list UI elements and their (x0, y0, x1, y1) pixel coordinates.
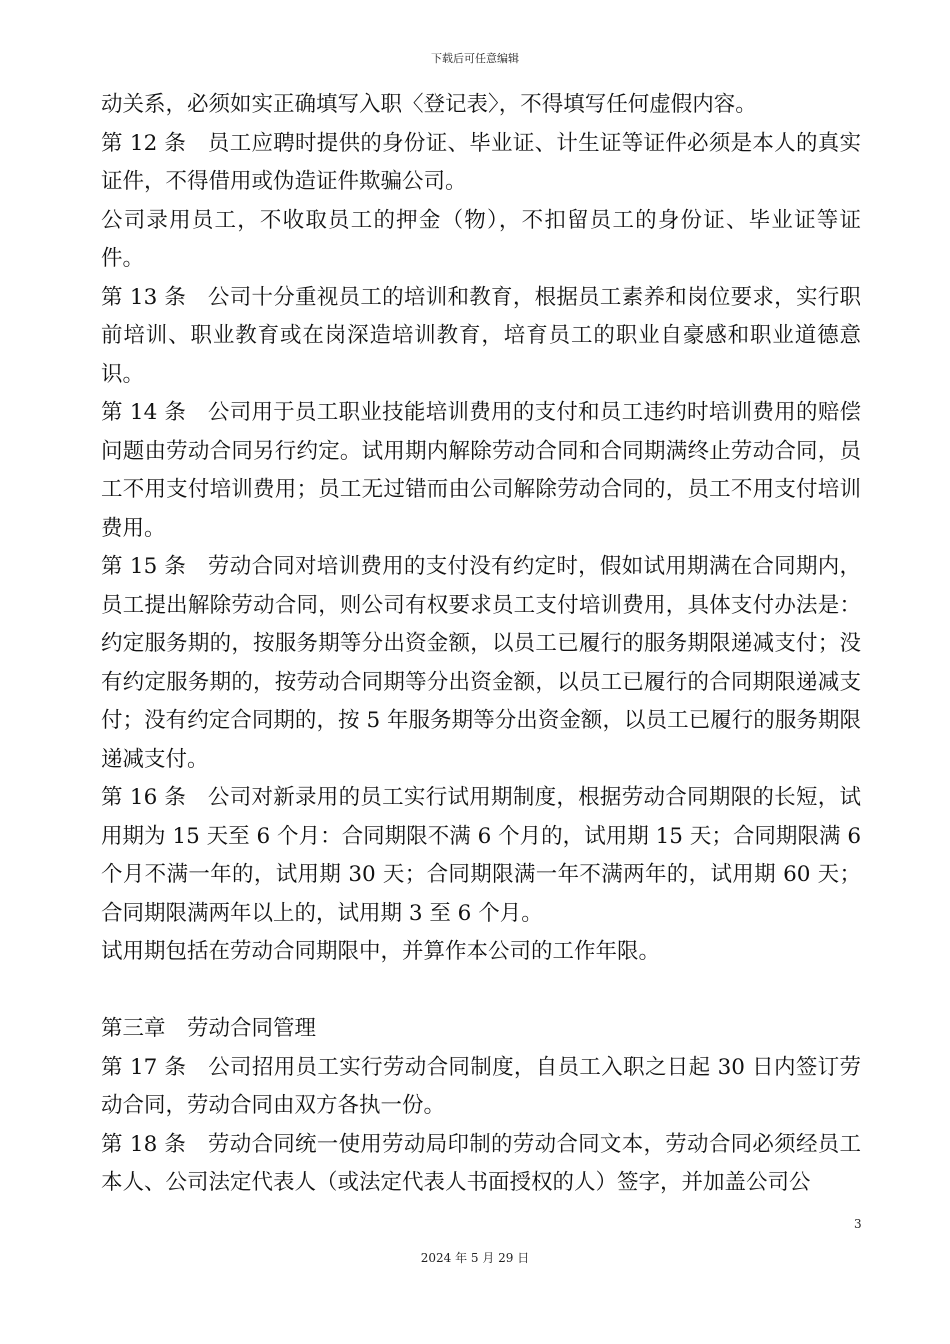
chapter-heading: 第三章 劳动合同管理 (101, 1016, 317, 1041)
page-number: 3 (854, 1217, 862, 1231)
paragraph-article-16-probation-note: 试用期包括在劳动合同期限中，并算作本公司的工作年限。 (101, 939, 661, 964)
paragraph-article-12-deposit: 公司录用员工，不收取员工的押金（物），不扣留员工的身份证、毕业证等证件。 (101, 207, 861, 271)
paragraph-article-15: 第 15 条 劳动合同对培训费用的支付没有约定时，假如试用期满在合同期内，员工提出解除劳动合同，则公司有权要求员工支付培训费用，具体支付办法是：约定服务期的，按服务期等分出资金额，以员工已履行的服务期限递减支付；没有约定服务期的，按劳动合同期等分出资金额，以员工已履行的合同期限递减支付；没有约定合同期的，按 5 年服务期等分出资金额，以员工已履行的服务期限递减支付。 (101, 554, 861, 772)
document-body (101, 86, 861, 1203)
paragraph-article-11-continued: 动关系，必须如实正确填写入职〈登记表〉，不得填写任何虚假内容。 (101, 92, 757, 117)
paragraph-article-16: 第 16 条 公司对新录用的员工实行试用期制度，根据劳动合同期限的长短，试用期为 15 天至 6 个月：合同期限不满 6 个月的，试用期 15 天；合同期限满 6 个月不满一年的，试用期 30 天；合同期限满一年不满两年的，试用期 60 天；合同期限满两年以上的，试用期 3 至 6 个月。 (101, 785, 861, 926)
paragraph-article-13: 第 13 条 公司十分重视员工的培训和教育，根据员工素养和岗位要求，实行职前培训、职业教育或在岗深造培训教育，培育员工的职业自豪感和职业道德意识。 (101, 284, 861, 387)
paragraph-article-14: 第 14 条 公司用于员工职业技能培训费用的支付和员工违约时培训费用的赔偿问题由劳动合同另行约定。试用期内解除劳动合同和合同期满终止劳动合同，员工不用支付培训费用；员工无过错而由公司解除劳动合同的，员工不用支付培训费用。 (101, 400, 861, 541)
paragraph-article-18: 第 18 条 劳动合同统一使用劳动局印制的劳动合同文本，劳动合同必须经员工本人、公司法定代表人（或法定代表人书面授权的人）签字，并加盖公司公 (101, 1131, 861, 1195)
paragraph-article-17: 第 17 条 公司招用员工实行劳动合同制度，自员工入职之日起 30 日内签订劳动合同，劳动合同由双方各执一份。 (101, 1054, 861, 1118)
footer-date: 2024 年 5 月 29 日 (420, 1251, 530, 1265)
page-header: 下载后可任意编辑 (431, 52, 519, 65)
paragraph-article-12: 第 12 条 员工应聘时提供的身份证、毕业证、计生证等证件必须是本人的真实证件，不得借用或伪造证件欺骗公司。 (101, 130, 861, 194)
